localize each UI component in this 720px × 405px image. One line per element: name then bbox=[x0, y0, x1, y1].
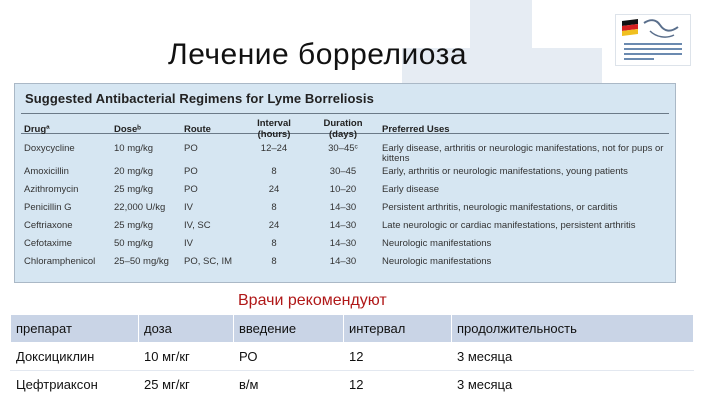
source-cell-duration: 10–20 bbox=[329, 184, 357, 195]
source-cell-route: IV bbox=[184, 238, 193, 249]
ru-cell-route: РО bbox=[234, 343, 344, 371]
source-cell-duration: 14–30 bbox=[329, 238, 357, 249]
source-cell-uses: Early disease, arthritis or neurologic manifestations, not for pups or kittens bbox=[382, 143, 664, 164]
source-cell-duration: 30–45ᶜ bbox=[328, 143, 358, 154]
source-table-row bbox=[21, 167, 671, 185]
source-cell-route: IV, SC bbox=[184, 220, 211, 231]
ru-header-dose: доза bbox=[139, 315, 234, 343]
source-cell-uses: Neurologic manifestations bbox=[382, 238, 492, 249]
source-cell-drug: Cefotaxime bbox=[24, 238, 73, 249]
ru-header-interval: интервал bbox=[344, 315, 452, 343]
source-cell-uses: Persistent arthritis, neurologic manifestations, or carditis bbox=[382, 202, 618, 213]
source-cell-drug: Ceftriaxone bbox=[24, 220, 73, 231]
source-cell-interval: 8 bbox=[271, 202, 277, 213]
source-header-interval: Interval (hours) bbox=[257, 118, 291, 140]
source-cell-duration: 14–30 bbox=[329, 220, 357, 231]
source-cell-uses: Early, arthritis or neurologic manifestations, young patients bbox=[382, 166, 628, 177]
source-table-row bbox=[21, 257, 671, 275]
source-cell-duration: 14–30 bbox=[329, 256, 357, 267]
source-table-title: Suggested Antibacterial Regimens for Lyme Borreliosis bbox=[25, 91, 374, 106]
source-cell-dose: 20 mg/kg bbox=[114, 166, 154, 177]
source-cell-drug: Chloramphenicol bbox=[24, 256, 96, 267]
source-cell-dose: 25–50 mg/kg bbox=[114, 256, 169, 267]
source-cell-interval: 8 bbox=[271, 256, 277, 267]
source-cell-dose: 22,000 U/kg bbox=[114, 202, 166, 213]
source-cell-interval: 8 bbox=[271, 238, 277, 249]
ru-cell-dose: 25 мг/кг bbox=[139, 371, 234, 399]
source-cell-route: PO, SC, IM bbox=[184, 256, 233, 267]
source-cell-uses: Early disease bbox=[382, 184, 440, 195]
source-cell-uses: Late neurologic or cardiac manifestations, persistent arthritis bbox=[382, 220, 636, 231]
source-table-image bbox=[14, 83, 676, 283]
russian-dosage-table bbox=[10, 314, 694, 399]
source-table-top-rule bbox=[21, 113, 669, 114]
ru-cell-interval: 12 bbox=[344, 343, 452, 371]
source-header-duration: Duration (days) bbox=[323, 118, 363, 140]
ru-table-header-row bbox=[11, 315, 694, 343]
ru-cell-duration: 3 месяца bbox=[452, 371, 694, 399]
source-table-header-row bbox=[21, 116, 671, 144]
ru-header-drug: препарат bbox=[11, 315, 139, 343]
source-cell-dose: 25 mg/kg bbox=[114, 184, 154, 195]
source-table-row bbox=[21, 144, 671, 167]
ru-cell-route: в/м bbox=[234, 371, 344, 399]
ru-header-duration: продолжительность bbox=[452, 315, 694, 343]
source-cell-route: PO bbox=[184, 166, 198, 177]
source-cell-dose: 25 mg/kg bbox=[114, 220, 154, 231]
ru-cell-drug: Доксициклин bbox=[11, 343, 139, 371]
source-table-row bbox=[21, 239, 671, 257]
source-header-preferred-uses: Preferred Uses bbox=[382, 123, 450, 135]
source-header-dose: Doseᵇ bbox=[114, 123, 141, 135]
source-table-row bbox=[21, 185, 671, 203]
source-table-row bbox=[21, 221, 671, 239]
source-cell-drug: Azithromycin bbox=[24, 184, 79, 195]
source-table-row bbox=[21, 203, 671, 221]
ru-header-route: введение bbox=[234, 315, 344, 343]
source-header-route: Route bbox=[184, 123, 211, 135]
ru-cell-duration: 3 месяца bbox=[452, 343, 694, 371]
flag-and-tick-logo-icon bbox=[615, 14, 691, 66]
ru-cell-interval: 12 bbox=[344, 371, 452, 399]
source-header-drug: Drugª bbox=[24, 123, 50, 135]
recommendation-heading: Врачи рекомендуют bbox=[238, 292, 387, 309]
source-cell-route: PO bbox=[184, 184, 198, 195]
source-cell-route: PO bbox=[184, 143, 198, 154]
source-cell-interval: 12–24 bbox=[260, 143, 288, 154]
source-table bbox=[21, 116, 671, 275]
ru-cell-drug: Цефтриаксон bbox=[11, 371, 139, 399]
source-cell-dose: 10 mg/kg bbox=[114, 143, 154, 154]
ru-table-row bbox=[11, 371, 694, 399]
source-cell-uses: Neurologic manifestations bbox=[382, 256, 492, 267]
ru-cell-dose: 10 мг/кг bbox=[139, 343, 234, 371]
source-cell-interval: 8 bbox=[271, 166, 277, 177]
source-cell-interval: 24 bbox=[268, 184, 280, 195]
ru-table-row bbox=[11, 343, 694, 371]
source-cell-route: IV bbox=[184, 202, 193, 213]
source-cell-interval: 24 bbox=[268, 220, 280, 231]
source-cell-dose: 50 mg/kg bbox=[114, 238, 154, 249]
source-cell-drug: Amoxicillin bbox=[24, 166, 69, 177]
source-cell-drug: Penicillin G bbox=[24, 202, 72, 213]
slide-title: Лечение боррелиоза bbox=[168, 38, 468, 71]
source-cell-duration: 14–30 bbox=[329, 202, 357, 213]
source-cell-duration: 30–45 bbox=[329, 166, 357, 177]
source-cell-drug: Doxycycline bbox=[24, 143, 75, 154]
